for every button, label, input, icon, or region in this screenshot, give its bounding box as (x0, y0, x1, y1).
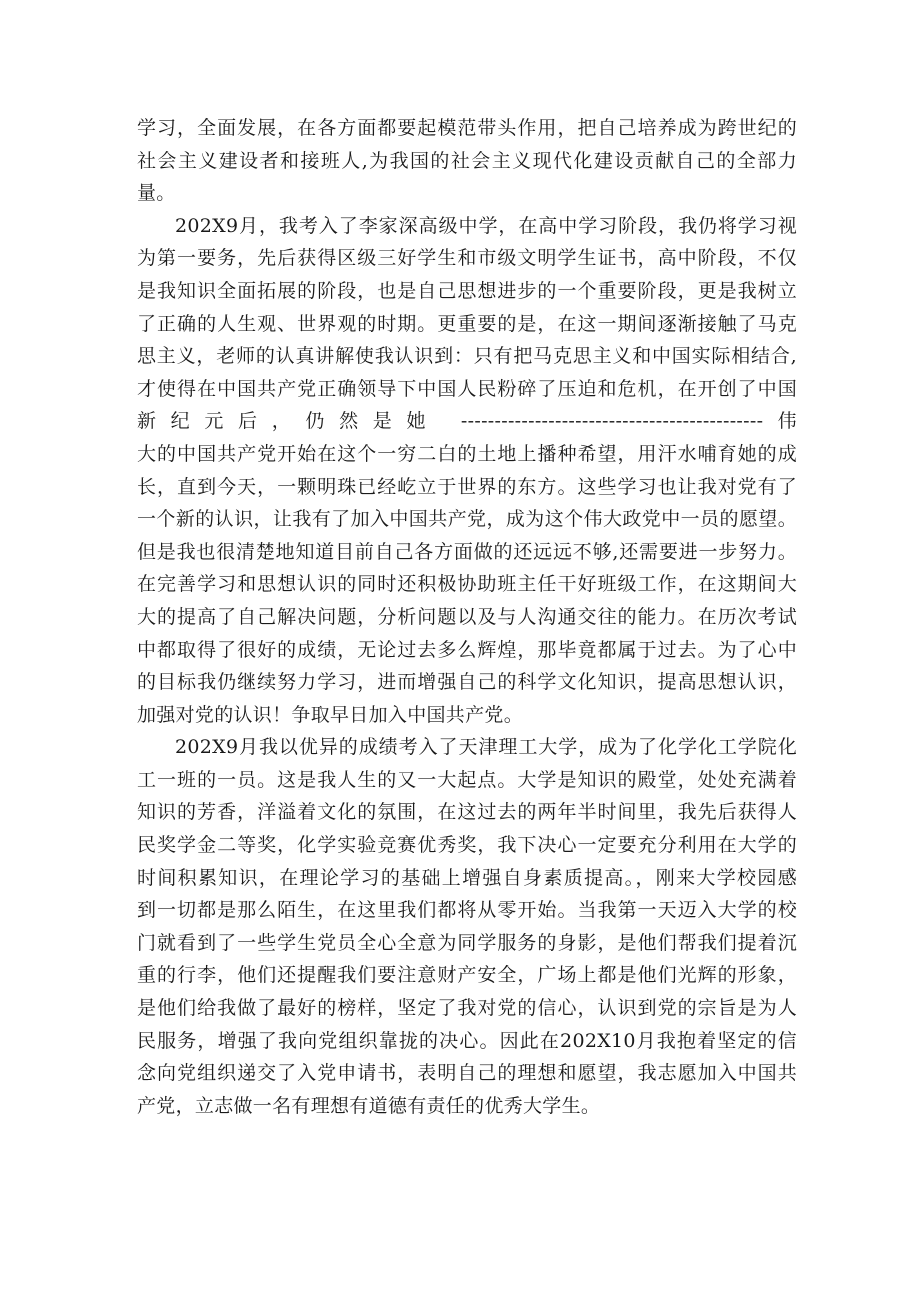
text-line: 民服务，增强了我向党组织靠拢的决心。因此在202X10月我抱着坚定的信 (137, 1029, 797, 1052)
text-line: 了正确的人生观、世界观的时期。更重要的是，在这一期间逐渐接触了马克 (137, 312, 797, 335)
text-line: 202X9月我以优异的成绩考入了天津理工大学，成为了化学化工学院化 (175, 736, 797, 759)
text-line: 门就看到了一些学生党员全心全意为同学服务的身影，是他们帮我们提着沉 (137, 931, 797, 954)
text-line: 是我知识全面拓展的阶段，也是自己思想进步的一个重要阶段，更是我树立 (137, 279, 797, 302)
text-line: 才使得在中国共产党正确领导下中国人民粉碎了压迫和危机，在开创了中国 (137, 377, 797, 400)
paragraph (137, 112, 797, 210)
text-line: 到一切都是那么陌生，在这里我们都将从零开始。当我第一天迈入大学的校 (137, 899, 797, 922)
text-line: 新纪元后，仍然是她 ---------------------------------------------伟 (137, 410, 797, 433)
text-line: 202X9月，我考入了李家深高级中学，在高中学习阶段，我仍将学习视 (175, 214, 797, 237)
text-line: 工一班的一员。这是我人生的又一大起点。大学是知识的殿堂，处处充满着 (137, 768, 797, 791)
text-line: 重的行李，他们还提醒我们要注意财产安全，广场上都是他们光辉的形象， (137, 964, 797, 987)
text-line: 大的提高了自己解决问题，分析问题以及与人沟通交往的能力。在历次考试 (137, 605, 797, 628)
text-line: 的目标我仍继续努力学习，进而增强自己的科学文化知识，提高思想认识， (137, 671, 797, 694)
text-line: 在完善学习和思想认识的同时还积极协助班主任干好班级工作，在这期间大 (137, 573, 797, 596)
text-line: 是他们给我做了最好的榜样，坚定了我对党的信心，认识到党的宗旨是为人 (137, 997, 797, 1020)
text-line: 学习，全面发展，在各方面都要起模范带头作用，把自己培养成为跨世纪的 (137, 117, 797, 139)
text-line: 一个新的认识，让我有了加入中国共产党，成为这个伟大政党中一员的愿望。 (137, 508, 797, 531)
text-line: 大的中国共产党开始在这个一穷二白的土地上播种希望，用汗水哺育她的成 (137, 442, 797, 465)
text-line: 但是我也很清楚地知道目前自己各方面做的还远远不够,还需要进一步努力。 (137, 540, 797, 563)
text-line: 量。 (137, 182, 176, 205)
paragraph (137, 210, 797, 732)
text-line: 时间积累知识，在理论学习的基础上增强自身素质提高。，刚来大学校园感 (137, 866, 797, 889)
text-line: 知识的芳香，洋溢着文化的氛围，在这过去的两年半时间里，我先后获得人 (137, 801, 797, 824)
text-line: 思主义，老师的认真讲解使我认识到：只有把马克思主义和中国实际相结合, (137, 345, 797, 368)
text-line: 念向党组织递交了入党申请书，表明自己的理想和愿望，我志愿加入中国共 (137, 1062, 797, 1085)
text-line: 长，直到今天，一颗明珠已经屹立于世界的东方。这些学习也让我对党有了 (137, 475, 797, 498)
paragraph (137, 731, 797, 1122)
text-line: 加强对党的认识！争取早日加入中国共产党。 (137, 703, 524, 726)
text-line: 中都取得了很好的成绩，无论过去多么辉煌，那毕竟都属于过去。为了心中 (137, 638, 797, 661)
text-line: 为第一要务，先后获得区级三好学生和市级文明学生证书，高中阶段，不仅 (137, 247, 797, 270)
document-body (137, 112, 797, 1122)
text-line: 产党，立志做一名有理想有道德有责任的优秀大学生。 (137, 1094, 601, 1117)
text-line: 民奖学金二等奖，化学实验竞赛优秀奖，我下决心一定要充分利用在大学的 (137, 834, 797, 857)
text-line: 社会主义建设者和接班人,为我国的社会主义现代化建设贡献自己的全部力 (137, 149, 797, 172)
